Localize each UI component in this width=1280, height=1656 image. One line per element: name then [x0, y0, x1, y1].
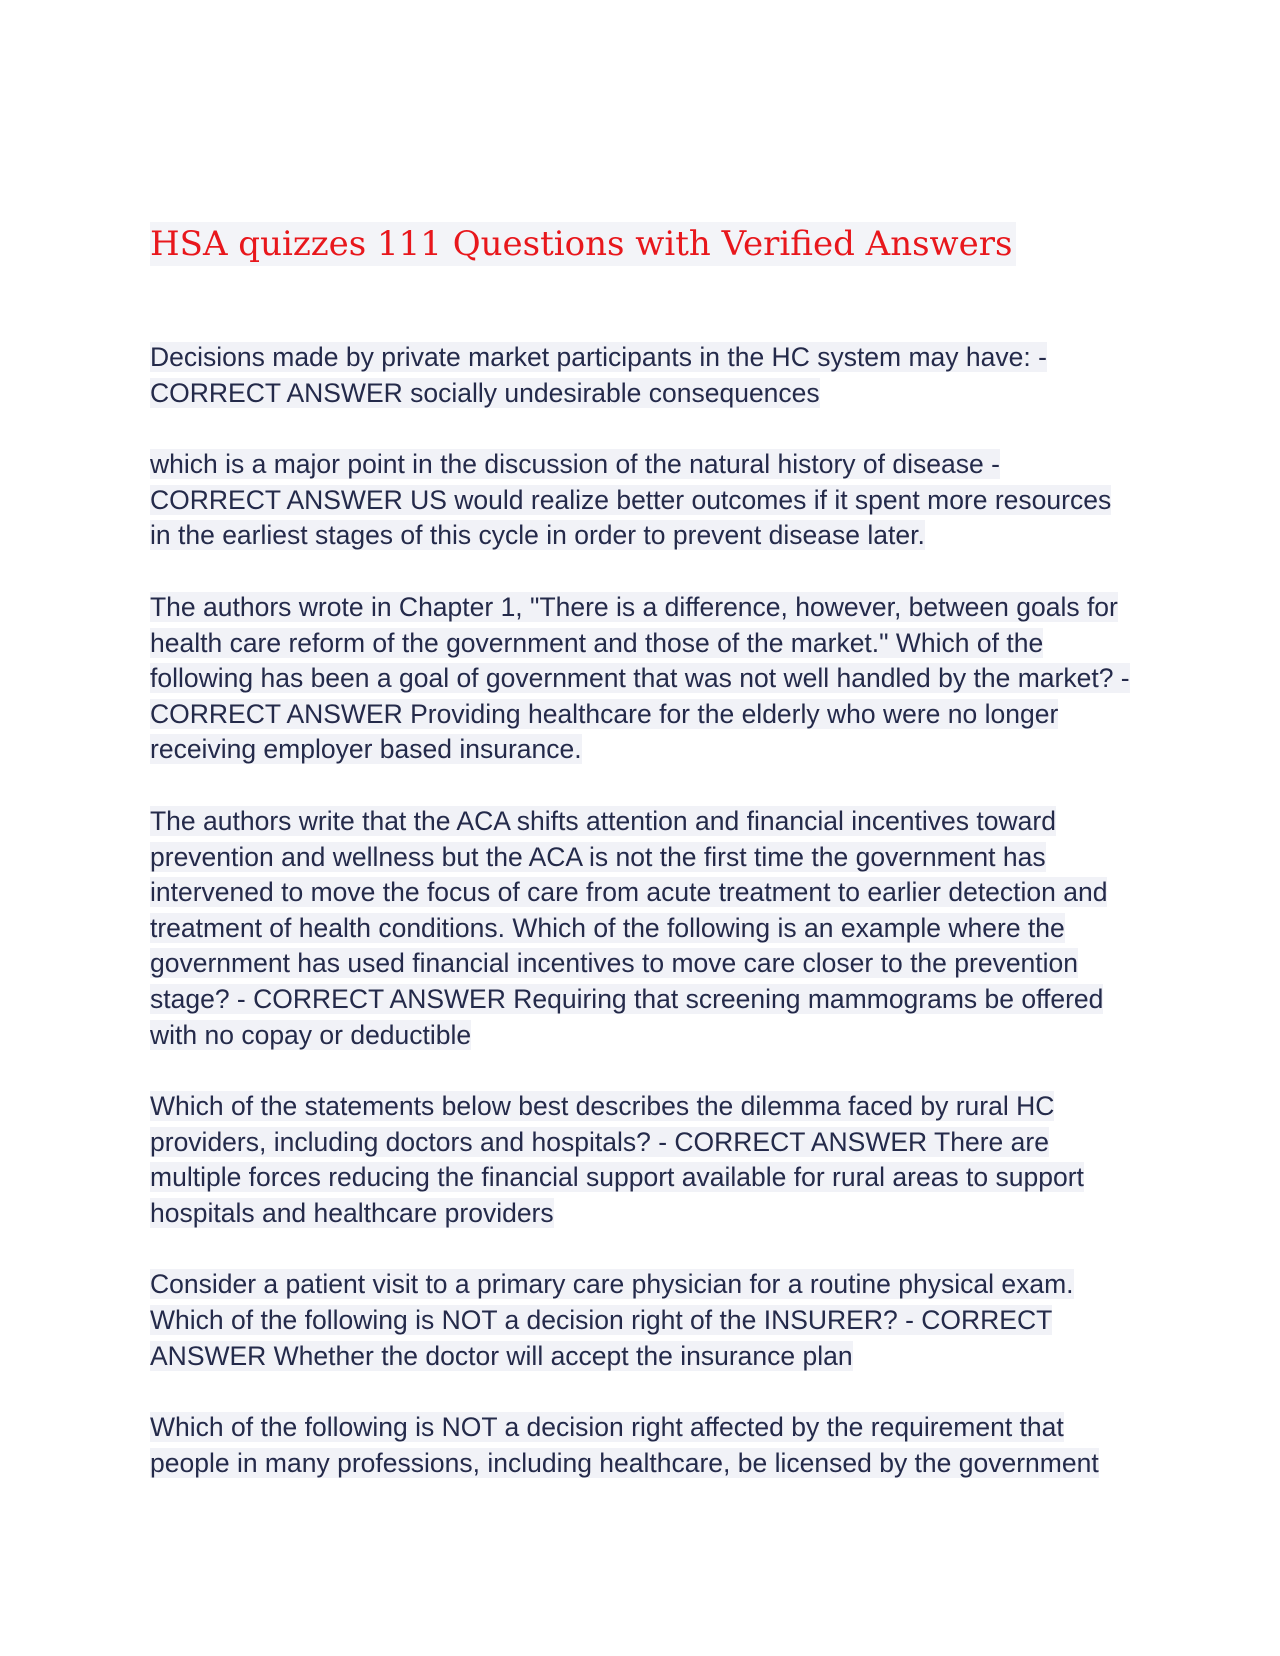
document-title: HSA quizzes 111 Questions with Verified Answers	[150, 218, 1016, 270]
qa-item: Which of the following is NOT a decision right affected by the requirement that people in many professions, including healthcare, be licensed by the government	[150, 1412, 1099, 1478]
qa-item: The authors wrote in Chapter 1, "There is a difference, however, between goals for health care reform of the government and those of the market." Which of the following has been a goal of government that was not well handled by the market? - CORRECT ANSWER Providing healthcare for the elderly who were no longer receiving employer based insurance.	[150, 591, 1130, 765]
qa-item: Which of the statements below best describes the dilemma faced by rural HC providers, including doctors and hospitals? - CORRECT ANSWER There are multiple forces reducing the financial support available for rural areas to support hospitals and healthcare providers	[150, 1091, 1084, 1228]
qa-item: which is a major point in the discussion of the natural history of disease - CORRECT ANSWER US would realize better outcomes if it spent more resources in the earliest stages of this cycle in order to prevent disease later.	[150, 449, 1112, 551]
qa-list	[150, 340, 1130, 1517]
qa-item: Consider a patient visit to a primary care physician for a routine physical exam. Which of the following is NOT a decision right of the INSURER? - CORRECT ANSWER Whether the doctor will accept the insurance plan	[150, 1269, 1074, 1371]
qa-item: Decisions made by private market participants in the HC system may have: - CORRECT ANSWER socially undesirable consequences	[150, 342, 1047, 408]
qa-item: The authors write that the ACA shifts attention and financial incentives toward prevention and wellness but the ACA is not the first time the government has intervened to move the focus of care from acute treatment to earlier detection and treatment of health conditions. Which of the following is an example where the government has used financial incentives to move care closer to the prevention stage? - CORRECT ANSWER Requiring that screening mammograms be offered with no copay or deductible	[150, 805, 1108, 1050]
